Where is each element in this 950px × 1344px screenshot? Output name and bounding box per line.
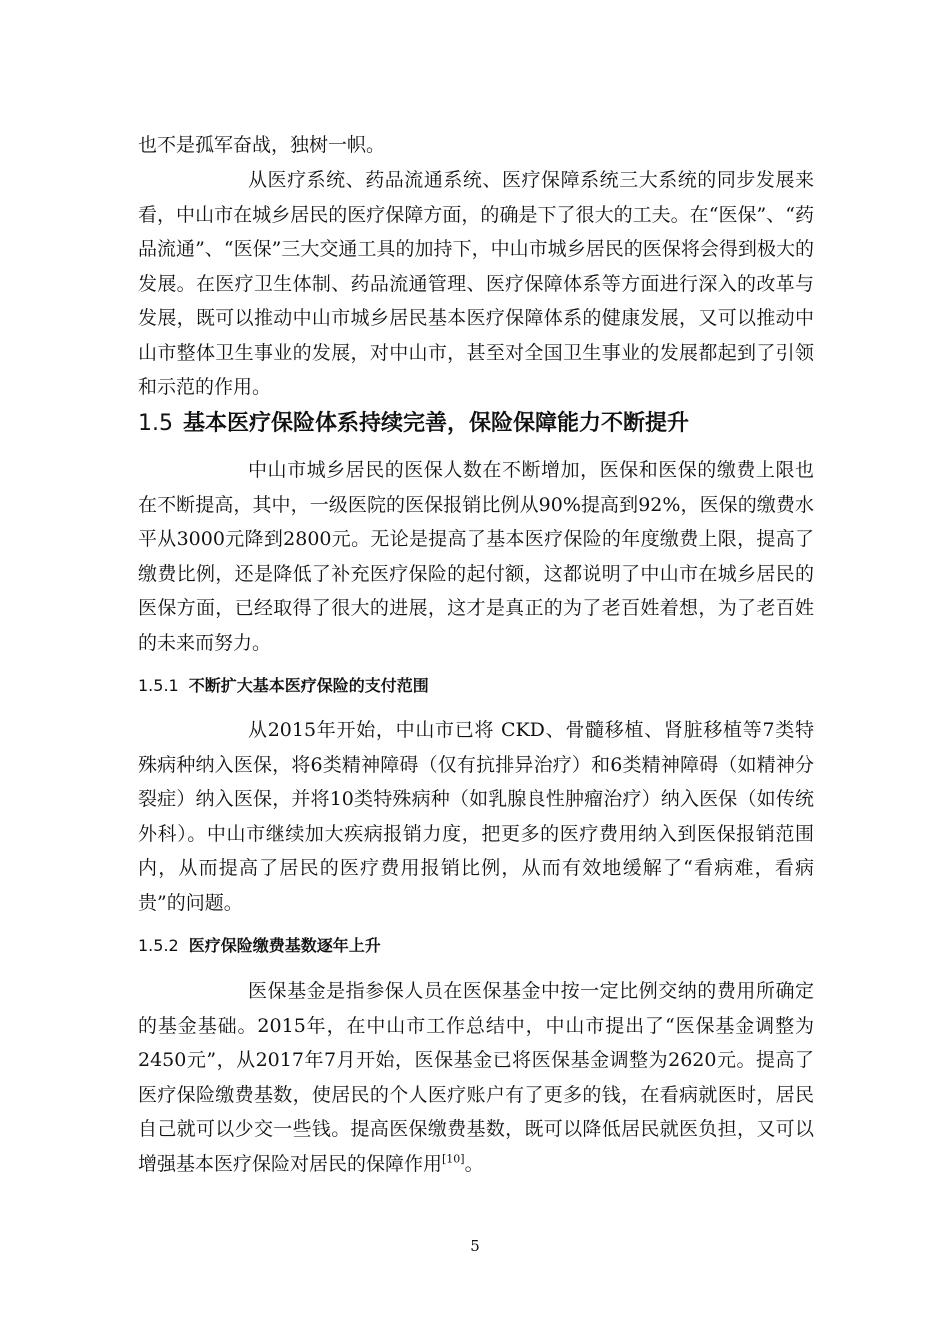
subsection-number: 1.5.1 — [138, 676, 179, 695]
paragraph-payment-scope: 从2015年开始，中山市已将 CKD、骨髓移植、肾脏移植等7类特殊病种纳入医保，将6类精神障碍（仅有抗排异治疗）和6类精神障碍（如精神分裂症）纳入医保，并将10类特殊病种（如乳腺良性肿瘤治疗）纳入医保（如传统外科）。中山市继续加大疾病报销力度，把更多的医疗费用纳入到医保报销范围内，从而提高了居民的医疗费用报销比例，从而有效地缓解了“看病难，看病贵”的问题。 — [138, 719, 814, 914]
paragraph-contribution-base — [138, 974, 814, 1181]
subsection-title: 不断扩大基本医疗保险的支付范围 — [188, 676, 429, 695]
citation-reference: [10] — [442, 1152, 465, 1166]
section-number: 1.5 — [138, 411, 173, 436]
subsection-title: 医疗保险缴费基数逐年上升 — [188, 936, 381, 955]
subsection-number: 1.5.2 — [138, 936, 179, 955]
section-heading-1-5 — [138, 409, 838, 439]
subsection-heading-1-5-1 — [138, 674, 838, 698]
section-title: 基本医疗保险体系持续完善，保险保障能力不断提升 — [183, 411, 690, 436]
paragraph-end: 。 — [464, 1152, 484, 1175]
paragraph-continuation: 也不是孤军奋战，独树一帜。 — [138, 134, 386, 156]
page-number: 5 — [470, 1237, 480, 1255]
paragraph-text: 医保基金是指参保人员在医保基金中按一定比例交纳的费用所确定的基金基础。2015年，在中山市工作总结中，中山市提出了“医保基金调整为2450元”，从2017年7月开始，医保基金已将医保基金调整为2620元。提高了医疗保险缴费基数，使居民的个人医疗账户有了更多的钱，在看病就医时，居民自己就可以少交一些钱。提高医保缴费基数，既可以降低居民就医负担，又可以增强基本医疗保险对居民的保障作用 — [138, 980, 814, 1175]
paragraph-development: 从医疗系统、药品流通系统、医疗保障系统三大系统的同步发展来看，中山市在城乡居民的医疗保障方面，的确是下了很大的工夫。在“医保”、“药品流通”、“医保”三大交通工具的加持下，中山市城乡居民的医保将会得到极大的发展。在医疗卫生体制、药品流通管理、医疗保障体系等方面进行深入的改革与发展，既可以推动中山市城乡居民基本医疗保障体系的健康发展，又可以推动中山市整体卫生事业的发展，对中山市，甚至对全国卫生事业的发展都起到了引领和示范的作用。 — [138, 169, 814, 398]
paragraph-insurance-coverage: 中山市城乡居民的医保人数在不断增加，医保和医保的缴费上限也在不断提高，其中，一级医院的医保报销比例从90%提高到92%，医保的缴费水平从3000元降到2800元。无论是提高了基本医疗保险的年度缴费上限，提高了缴费比例，还是降低了补充医疗保险的起付额，这都说明了中山市在城乡居民的医保方面，已经取得了很大的进展，这才是真正的为了老百姓着想，为了老百姓的未来而努力。 — [138, 459, 814, 654]
subsection-heading-1-5-2 — [138, 934, 838, 958]
